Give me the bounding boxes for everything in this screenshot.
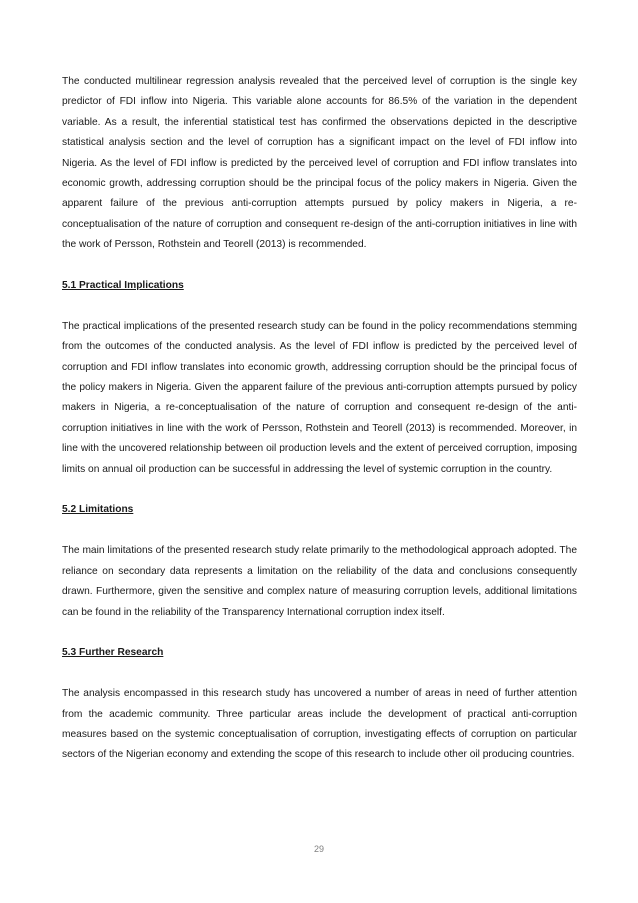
limitations-paragraph: The main limitations of the presented research study relate primarily to the methodological approach adopted. The reliance on secondary data represents a limitation on the reliability of the data and conclusions consequently drawn. Furthermore, given the sensitive and complex nature of measuring corruption levels, additional limitations can be found in the reliability of the Transparency International corruption index itself. (62, 545, 577, 618)
section-heading-practical-implications: 5.1 Practical Implications (62, 280, 184, 292)
section-heading-limitations: 5.2 Limitations (62, 504, 134, 516)
intro-paragraph: The conducted multilinear regression analysis revealed that the perceived level of corruption is the single key predictor of FDI inflow into Nigeria. This variable alone accounts for 86.5% of the variation in the dependent variable. As a result, the inferential statistical test has confirmed the observations depicted in the descriptive statistical analysis section and the level of corruption has a significant impact on the level of FDI inflow into Nigeria. As the level of FDI inflow is predicted by the perceived level of corruption and FDI inflow translates into economic growth, addressing corruption should be the principal focus of the policy makers in Nigeria. Given the apparent failure of the previous anti-corruption attempts pursued by policy makers in Nigeria, a re-conceptualisation of the nature of corruption and consequent re-design of the anti-corruption initiatives in line with the work of Persson, Rothstein and Teorell (2013) is recommended. (62, 76, 577, 251)
page-content (62, 72, 577, 766)
page-number: 29 (313, 844, 324, 854)
practical-implications-paragraph: The practical implications of the presented research study can be found in the policy recommendations stemming from the outcomes of the conducted analysis. As the level of FDI inflow is predicted by the perceived level of corruption and FDI inflow translates into economic growth, addressing corruption should be the principal focus of the policy makers in Nigeria. Given the apparent failure of the previous anti-corruption attempts pursued by policy makers in Nigeria, a re-conceptualisation of the nature of corruption and consequent re-design of the anti-corruption initiatives in line with the work of Persson, Rothstein and Teorell (2013) is recommended. Moreover, in line with the uncovered relationship between oil production levels and the extent of perceived corruption, imposing limits on annual oil production can be successful in addressing the level of systemic corruption in the country. (62, 320, 577, 475)
further-research-paragraph: The analysis encompassed in this research study has uncovered a number of areas in need of further attention from the academic community. Three particular areas include the development of practical anti-corruption measures based on the systemic conceptualisation of corruption, investigating effects of corruption on particular sectors of the Nigerian economy and extending the scope of this research to include other oil producing countries. (62, 688, 577, 761)
section-heading-further-research: 5.3 Further Research (62, 647, 164, 659)
